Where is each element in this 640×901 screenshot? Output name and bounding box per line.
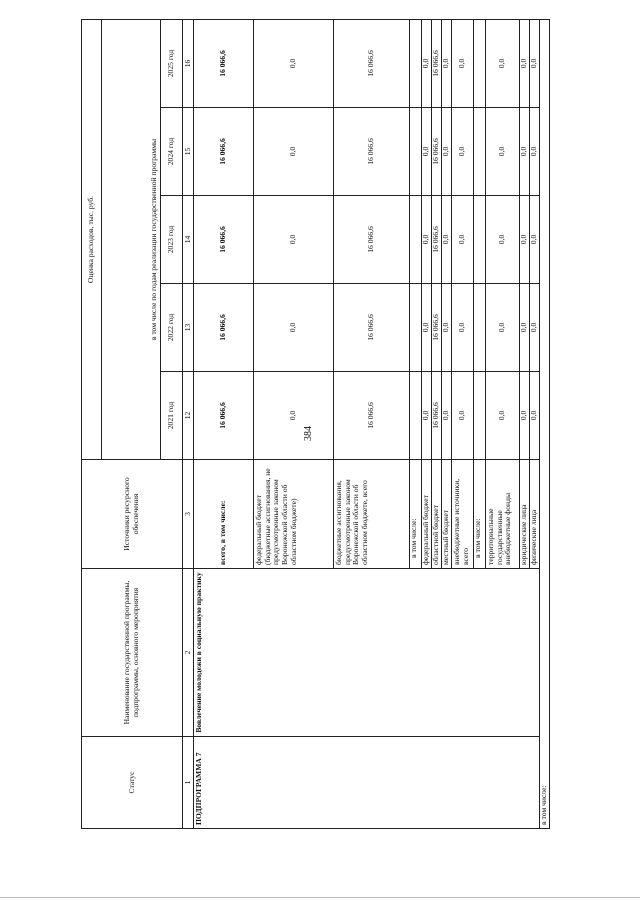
program-status: ПОДПРОГРАММА 7	[194, 737, 540, 829]
value-cell: 0,0	[254, 108, 334, 196]
header-year: 2022 год	[161, 284, 183, 372]
value-cell: 0,0	[530, 196, 540, 284]
source-label: бюджетные ассигнования, предусмотренные законом Воронежской области об областном бюджете, всего	[334, 460, 410, 569]
value-cell: 16 066,6	[334, 372, 410, 460]
header-estimate: Оценка расходов, тыс. руб.	[82, 20, 102, 460]
source-label: в том числе:	[474, 460, 486, 569]
page-number: 384	[303, 426, 314, 441]
value-cell: 16 066,6	[432, 20, 442, 108]
col-number: 1	[183, 737, 194, 829]
value-cell: 0,0	[452, 20, 474, 108]
value-cell	[474, 108, 486, 196]
col-number: 16	[183, 20, 194, 108]
value-cell: 0,0	[422, 108, 432, 196]
rotated-table-wrapper	[81, 20, 557, 829]
value-cell	[410, 108, 422, 196]
program-name: Вовлечение молодежи в социальную практику	[194, 569, 540, 737]
value-cell: 0,0	[486, 284, 520, 372]
value-cell: 0,0	[422, 196, 432, 284]
source-label: внебюджетные источники, всего	[452, 460, 474, 569]
value-cell: 16 066,6	[194, 108, 254, 196]
value-cell: 0,0	[486, 20, 520, 108]
value-cell: 0,0	[254, 372, 334, 460]
col-number: 3	[183, 460, 194, 569]
value-cell: 0,0	[486, 108, 520, 196]
value-cell: 0,0	[452, 196, 474, 284]
value-cell	[410, 20, 422, 108]
header-year: 2023 год	[161, 196, 183, 284]
value-cell: 0,0	[486, 196, 520, 284]
page-bottom-rule	[0, 897, 640, 898]
value-cell: 0,0	[530, 284, 540, 372]
value-cell: 16 066,6	[194, 372, 254, 460]
value-cell: 0,0	[442, 372, 452, 460]
value-cell: 0,0	[520, 284, 530, 372]
source-label: территориальные государственные внебюджетные фонды	[486, 460, 520, 569]
value-cell: 0,0	[530, 20, 540, 108]
source-label: федеральный бюджет	[422, 460, 432, 569]
value-cell	[474, 284, 486, 372]
value-cell: 0,0	[442, 20, 452, 108]
value-cell: 0,0	[520, 20, 530, 108]
value-cell: 0,0	[452, 108, 474, 196]
source-label: всего, в том числе:	[194, 460, 254, 569]
value-cell: 0,0	[520, 108, 530, 196]
value-cell: 0,0	[520, 196, 530, 284]
value-cell: 0,0	[254, 20, 334, 108]
col-number: 14	[183, 196, 194, 284]
value-cell: 0,0	[452, 284, 474, 372]
header-year: 2024 год	[161, 108, 183, 196]
col-number: 15	[183, 108, 194, 196]
value-cell: 0,0	[422, 20, 432, 108]
header-status: Статус	[82, 737, 183, 829]
header-by-years: в том числе по годам реализации государственной программы	[102, 20, 161, 460]
value-cell: 16 066,6	[194, 20, 254, 108]
header-sources: Источники ресурсного обеспечения	[82, 460, 183, 569]
value-cell: 16 066,6	[194, 284, 254, 372]
value-cell	[474, 196, 486, 284]
value-cell: 0,0	[442, 108, 452, 196]
header-year: 2021 год	[161, 372, 183, 460]
value-cell: 0,0	[530, 108, 540, 196]
source-label: физические лица	[530, 460, 540, 569]
value-cell: 0,0	[254, 196, 334, 284]
value-cell: 16 066,6	[334, 284, 410, 372]
value-cell: 0,0	[422, 372, 432, 460]
value-cell: 0,0	[486, 372, 520, 460]
col-number: 2	[183, 569, 194, 737]
source-label: в том числе:	[410, 460, 422, 569]
source-label: местный бюджет	[442, 460, 452, 569]
value-cell: 0,0	[422, 284, 432, 372]
value-cell: 0,0	[442, 196, 452, 284]
header-year: 2025 год	[161, 20, 183, 108]
value-cell: 16 066,6	[334, 20, 410, 108]
value-cell: 16 066,6	[432, 108, 442, 196]
value-cell: 0,0	[530, 372, 540, 460]
value-cell: 16 066,6	[334, 108, 410, 196]
source-label: юридические лица	[520, 460, 530, 569]
col-number: 13	[183, 284, 194, 372]
value-cell: 0,0	[442, 284, 452, 372]
value-cell	[410, 372, 422, 460]
value-cell: 0,0	[520, 372, 530, 460]
budget-table	[81, 19, 550, 829]
value-cell	[410, 284, 422, 372]
value-cell: 16 066,6	[432, 372, 442, 460]
value-cell	[474, 372, 486, 460]
value-cell: 0,0	[254, 284, 334, 372]
rotated-table-area	[81, 20, 557, 829]
value-cell: 16 066,6	[432, 284, 442, 372]
source-label: федеральный бюджет (бюджетные ассигнования, не предусмотренные законом Воронежской области об областном бюджете)	[254, 460, 334, 569]
col-number: 12	[183, 372, 194, 460]
header-name: Наименование государственной программы, подпрограммы, основного мероприятия	[82, 569, 183, 737]
footer-note: в том числе:	[540, 20, 550, 829]
value-cell: 16 066,6	[432, 196, 442, 284]
value-cell: 16 066,6	[334, 196, 410, 284]
value-cell: 16 066,6	[194, 196, 254, 284]
value-cell	[474, 20, 486, 108]
value-cell	[410, 196, 422, 284]
value-cell: 0,0	[452, 372, 474, 460]
source-label: областной бюджет	[432, 460, 442, 569]
